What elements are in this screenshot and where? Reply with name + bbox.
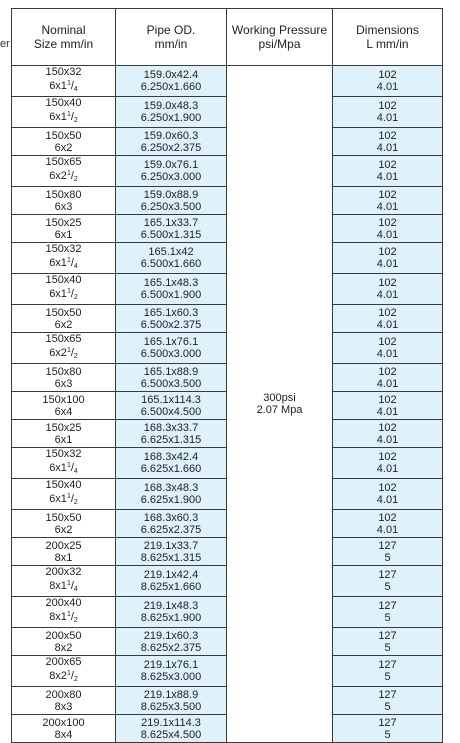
nominal-size-cell xyxy=(12,364,116,392)
pipe-od-cell xyxy=(116,538,227,566)
dimension-mm: 127 xyxy=(378,569,397,581)
pipe-od-mm: 159.0x48.3 xyxy=(143,100,199,112)
pipe-od-inch: 8.625x4.500 xyxy=(140,728,202,741)
pipe-od-inch: 6.250x3.000 xyxy=(140,171,202,183)
nominal-inch: $8x2^1/_2$ xyxy=(49,670,78,683)
pipe-od-mm: 168.3x33.7 xyxy=(143,421,199,434)
dimension-mm: 102 xyxy=(378,421,397,434)
nominal-inch: 6x2 xyxy=(54,141,73,154)
nominal-inch: 6x2 xyxy=(54,523,73,536)
dimension-inch: 5 xyxy=(384,581,391,593)
nominal-inch: $6x1^1/_4$ xyxy=(49,257,78,270)
fraction-numerator: 1 xyxy=(66,580,71,587)
nominal-mm: 150x40 xyxy=(45,274,82,286)
dimension-mm: 102 xyxy=(378,365,397,378)
nominal-size-cell xyxy=(12,656,116,687)
nominal-inch: 8x2 xyxy=(54,641,73,654)
pipe-od-inch: 6.250x1.660 xyxy=(140,81,202,93)
nominal-size-cell xyxy=(12,243,116,274)
reducing-tee-specification-table xyxy=(11,8,443,743)
nominal-inch: 6x1 xyxy=(54,433,73,446)
pipe-od-inch: 6.500x3.000 xyxy=(140,348,202,360)
nominal-mm: 150x65 xyxy=(45,156,82,168)
nominal-size-cell xyxy=(12,420,116,448)
pipe-od-inch: 6.625x1.900 xyxy=(140,494,202,506)
nominal-size-cell xyxy=(12,566,116,597)
pipe-od-mm: 165.1x48.3 xyxy=(143,277,199,289)
nominal-mm: 150x32 xyxy=(45,66,82,78)
nominal-mm: 200x25 xyxy=(45,539,82,552)
fraction-denominator: 2 xyxy=(73,294,78,301)
pressure-psi: 300psi xyxy=(263,392,296,404)
nominal-size-cell xyxy=(12,156,116,187)
dimension-inch: 5 xyxy=(384,700,391,713)
nominal-size-cell xyxy=(12,538,116,566)
dimension-mm: 127 xyxy=(378,539,397,552)
fraction-denominator: 2 xyxy=(73,617,78,624)
pipe-od-inch: 8.625x3.500 xyxy=(140,700,202,713)
dimension-cell xyxy=(333,656,443,687)
pipe-od-inch: 8.625x1.900 xyxy=(140,612,202,624)
nominal-size-cell xyxy=(12,187,116,215)
pipe-od-cell xyxy=(116,187,227,215)
dimension-mm: 102 xyxy=(378,306,397,319)
dimension-cell xyxy=(333,628,443,656)
dimension-mm: 102 xyxy=(378,188,397,201)
dimension-inch: 5 xyxy=(384,728,391,741)
nominal-mm: 150x25 xyxy=(45,421,82,434)
dimension-inch: 5 xyxy=(384,612,391,624)
pipe-od-inch: 6.250x3.500 xyxy=(140,200,202,213)
dimension-mm: 102 xyxy=(378,246,397,258)
nominal-mm: 200x80 xyxy=(45,688,82,701)
fraction-denominator: 2 xyxy=(73,176,78,183)
nominal-mm: 200x50 xyxy=(45,629,82,642)
nominal-inch: 8x1 xyxy=(54,551,73,564)
nominal-size-cell xyxy=(12,597,116,628)
dimension-cell xyxy=(333,97,443,128)
pipe-od-mm: 219.1x88.9 xyxy=(143,688,199,701)
pipe-od-mm: 165.1x60.3 xyxy=(143,306,199,319)
pipe-od-inch: 6.625x1.660 xyxy=(140,463,202,475)
nominal-mm: 150x50 xyxy=(45,129,82,142)
dimension-inch: 4.01 xyxy=(376,112,399,124)
dimension-inch: 4.01 xyxy=(376,289,399,301)
dimension-inch: 5 xyxy=(384,671,391,683)
pipe-od-cell xyxy=(116,243,227,274)
dimension-cell xyxy=(333,215,443,243)
pipe-od-mm: 159.0x76.1 xyxy=(143,159,199,171)
pipe-od-cell xyxy=(116,566,227,597)
fraction-denominator: 2 xyxy=(73,676,78,683)
fraction-denominator: 4 xyxy=(73,468,78,475)
pipe-od-inch: 8.625x3.000 xyxy=(140,671,202,683)
fraction-numerator: 1 xyxy=(66,80,71,87)
fraction-denominator: 2 xyxy=(73,117,78,124)
nominal-inch: $6x1^1/_2$ xyxy=(49,288,78,301)
nominal-mm: 200x32 xyxy=(45,566,82,578)
nominal-size-cell xyxy=(12,305,116,333)
pipe-od-inch: 6.625x2.375 xyxy=(140,523,202,536)
nominal-size-cell xyxy=(12,479,116,510)
dimension-mm: 102 xyxy=(378,511,397,524)
dimension-inch: 4.01 xyxy=(376,494,399,506)
dimension-inch: 4.01 xyxy=(376,258,399,270)
pipe-od-cell xyxy=(116,687,227,715)
nominal-mm: 150x40 xyxy=(45,97,82,109)
nominal-inch: 6x3 xyxy=(54,377,73,390)
fraction-denominator: 2 xyxy=(73,499,78,506)
dimension-cell xyxy=(333,305,443,333)
dimension-cell xyxy=(333,274,443,305)
pipe-od-mm: 165.1x33.7 xyxy=(143,216,199,229)
nominal-size-cell xyxy=(12,628,116,656)
dimension-cell xyxy=(333,392,443,420)
dimension-inch: 4.01 xyxy=(376,433,399,446)
pipe-od-cell xyxy=(116,420,227,448)
dimension-inch: 4.01 xyxy=(376,523,399,536)
nominal-size-cell xyxy=(12,448,116,479)
pipe-od-mm: 165.1x42 xyxy=(148,246,194,258)
pipe-od-inch: 6.500x1.660 xyxy=(140,258,202,270)
pipe-od-inch: 6.625x1.315 xyxy=(140,433,202,446)
nominal-mm: 150x40 xyxy=(45,479,82,491)
dimension-inch: 4.01 xyxy=(376,405,399,418)
nominal-size-cell xyxy=(12,715,116,743)
dimension-cell xyxy=(333,566,443,597)
pipe-od-cell xyxy=(116,510,227,538)
nominal-inch: $6x2^1/_2$ xyxy=(49,170,78,183)
fraction-numerator: 1 xyxy=(66,257,71,264)
header-dimensions: Dimensions L mm/in xyxy=(333,9,443,66)
nominal-mm: 150x80 xyxy=(45,365,82,378)
nominal-inch: $6x1^1/_4$ xyxy=(49,80,78,93)
nominal-mm: 150x100 xyxy=(42,393,85,406)
nominal-inch: 8x3 xyxy=(54,700,73,713)
pipe-od-cell xyxy=(116,479,227,510)
fraction-numerator: 1 xyxy=(66,462,71,469)
dimension-cell xyxy=(333,156,443,187)
pipe-od-mm: 168.3x42.4 xyxy=(143,451,199,463)
fraction-numerator: 1 xyxy=(66,111,71,118)
nominal-inch: $8x1^1/_2$ xyxy=(49,611,78,624)
nominal-mm: 150x65 xyxy=(45,333,82,345)
nominal-mm: 150x25 xyxy=(45,216,82,229)
pipe-od-mm: 168.3x60.3 xyxy=(143,511,199,524)
cropped-text-fragment: er xyxy=(0,38,10,50)
pipe-od-inch: 8.625x1.315 xyxy=(140,551,202,564)
pipe-od-cell xyxy=(116,448,227,479)
nominal-size-cell xyxy=(12,97,116,128)
pipe-od-mm: 219.1x33.7 xyxy=(143,539,199,552)
pipe-od-cell xyxy=(116,128,227,156)
table-row xyxy=(12,66,443,97)
dimension-inch: 4.01 xyxy=(376,318,399,331)
header-pipe-od: Pipe OD. mm/in xyxy=(116,9,227,66)
dimension-mm: 102 xyxy=(378,482,397,494)
pipe-od-cell xyxy=(116,274,227,305)
pipe-od-inch: 6.500x3.500 xyxy=(140,377,202,390)
pipe-od-cell xyxy=(116,364,227,392)
pipe-od-cell xyxy=(116,215,227,243)
dimension-inch: 5 xyxy=(384,641,391,654)
pipe-od-cell xyxy=(116,156,227,187)
nominal-mm: 150x80 xyxy=(45,188,82,201)
nominal-inch: 6x1 xyxy=(54,228,73,241)
dimension-mm: 102 xyxy=(378,100,397,112)
pipe-od-inch: 6.250x2.375 xyxy=(140,141,202,154)
pressure-mpa: 2.07 Mpa xyxy=(256,404,303,416)
nominal-size-cell xyxy=(12,333,116,364)
dimension-inch: 4.01 xyxy=(376,377,399,390)
pipe-od-mm: 165.1x76.1 xyxy=(143,336,199,348)
fraction-numerator: 1 xyxy=(66,170,71,177)
pipe-od-inch: 8.625x1.660 xyxy=(140,581,202,593)
header-working-pressure: Working Pressure psi/Mpa xyxy=(227,9,333,66)
pipe-od-cell xyxy=(116,656,227,687)
nominal-mm: 150x32 xyxy=(45,448,82,460)
dimension-inch: 4.01 xyxy=(376,228,399,241)
dimension-mm: 102 xyxy=(378,451,397,463)
header-nominal-size: Nominal Size mm/in xyxy=(12,9,116,66)
dimension-cell xyxy=(333,538,443,566)
dimension-cell xyxy=(333,510,443,538)
dimension-cell xyxy=(333,597,443,628)
pipe-od-inch: 8.625x2.375 xyxy=(140,641,202,654)
dimension-cell xyxy=(333,715,443,743)
fraction-denominator: 4 xyxy=(73,263,78,270)
nominal-mm: 150x32 xyxy=(45,243,82,255)
nominal-mm: 150x50 xyxy=(45,511,82,524)
fraction-denominator: 4 xyxy=(73,586,78,593)
header-row xyxy=(12,9,443,66)
dimension-cell xyxy=(333,66,443,97)
dimension-inch: 4.01 xyxy=(376,81,399,93)
dimension-mm: 102 xyxy=(378,129,397,142)
dimension-mm: 102 xyxy=(378,159,397,171)
dimension-mm: 102 xyxy=(378,336,397,348)
pipe-od-mm: 219.1x114.3 xyxy=(141,716,201,729)
pipe-od-mm: 219.1x48.3 xyxy=(143,600,199,612)
nominal-size-cell xyxy=(12,128,116,156)
working-pressure-cell xyxy=(227,66,333,743)
pipe-od-cell xyxy=(116,715,227,743)
dimension-mm: 127 xyxy=(378,629,397,642)
fraction-numerator: 1 xyxy=(66,493,71,500)
fraction-numerator: 1 xyxy=(66,288,71,295)
nominal-mm: 150x50 xyxy=(45,306,82,319)
nominal-size-cell xyxy=(12,510,116,538)
pipe-od-mm: 165.1x114.3 xyxy=(141,393,201,406)
dimension-inch: 5 xyxy=(384,551,391,564)
dimension-cell xyxy=(333,479,443,510)
pipe-od-inch: 6.500x2.375 xyxy=(140,318,202,331)
dimension-inch: 4.01 xyxy=(376,463,399,475)
dimension-mm: 102 xyxy=(378,69,397,81)
nominal-inch: $6x1^1/_2$ xyxy=(49,493,78,506)
pipe-od-cell xyxy=(116,628,227,656)
nominal-size-cell xyxy=(12,274,116,305)
dimension-mm: 127 xyxy=(378,716,397,729)
nominal-inch: 6x3 xyxy=(54,200,73,213)
pipe-od-inch: 6.250x1.900 xyxy=(140,112,202,124)
nominal-size-cell xyxy=(12,215,116,243)
pipe-od-cell xyxy=(116,597,227,628)
dimension-inch: 4.01 xyxy=(376,348,399,360)
nominal-inch: $8x1^1/_4$ xyxy=(49,580,78,593)
nominal-inch: 8x4 xyxy=(54,728,73,741)
dimension-mm: 127 xyxy=(378,688,397,701)
dimension-cell xyxy=(333,364,443,392)
pipe-od-mm: 159.0x88.9 xyxy=(143,188,199,201)
dimension-mm: 102 xyxy=(378,216,397,229)
nominal-inch: $6x1^1/_4$ xyxy=(49,462,78,475)
pipe-od-mm: 165.1x88.9 xyxy=(143,365,199,378)
dimension-mm: 102 xyxy=(378,277,397,289)
pipe-od-cell xyxy=(116,305,227,333)
dimension-cell xyxy=(333,448,443,479)
pipe-od-inch: 6.500x4.500 xyxy=(140,405,202,418)
fraction-numerator: 1 xyxy=(66,347,71,354)
fraction-denominator: 4 xyxy=(73,86,78,93)
pipe-od-mm: 168.3x48.3 xyxy=(143,482,199,494)
dimension-cell xyxy=(333,420,443,448)
nominal-mm: 200x100 xyxy=(42,716,85,729)
fraction-denominator: 2 xyxy=(73,353,78,360)
dimension-cell xyxy=(333,187,443,215)
pipe-od-inch: 6.500x1.315 xyxy=(140,228,202,241)
pipe-od-mm: 219.1x42.4 xyxy=(143,569,199,581)
dimension-mm: 102 xyxy=(378,393,397,406)
pipe-od-mm: 159.0x42.4 xyxy=(143,69,199,81)
pipe-od-mm: 219.1x60.3 xyxy=(143,629,199,642)
pipe-od-cell xyxy=(116,97,227,128)
nominal-inch: $6x2^1/_2$ xyxy=(49,347,78,360)
pipe-od-cell xyxy=(116,333,227,364)
nominal-mm: 200x65 xyxy=(45,656,82,668)
fraction-numerator: 1 xyxy=(66,670,71,677)
dimension-mm: 127 xyxy=(378,659,397,671)
nominal-size-cell xyxy=(12,687,116,715)
dimension-cell xyxy=(333,128,443,156)
pipe-od-cell xyxy=(116,392,227,420)
dimension-cell xyxy=(333,687,443,715)
pipe-od-mm: 159.0x60.3 xyxy=(143,129,199,142)
nominal-size-cell xyxy=(12,392,116,420)
nominal-size-cell xyxy=(12,66,116,97)
dimension-inch: 4.01 xyxy=(376,141,399,154)
dimension-inch: 4.01 xyxy=(376,171,399,183)
dimension-cell xyxy=(333,333,443,364)
pipe-od-mm: 219.1x76.1 xyxy=(143,659,199,671)
dimension-inch: 4.01 xyxy=(376,200,399,213)
fraction-numerator: 1 xyxy=(66,611,71,618)
dimension-mm: 127 xyxy=(378,600,397,612)
pipe-od-cell xyxy=(116,66,227,97)
nominal-inch: $6x1^1/_2$ xyxy=(49,111,78,124)
nominal-inch: 6x2 xyxy=(54,318,73,331)
pipe-od-inch: 6.500x1.900 xyxy=(140,289,202,301)
nominal-mm: 200x40 xyxy=(45,597,82,609)
dimension-cell xyxy=(333,243,443,274)
nominal-inch: 6x4 xyxy=(54,405,73,418)
